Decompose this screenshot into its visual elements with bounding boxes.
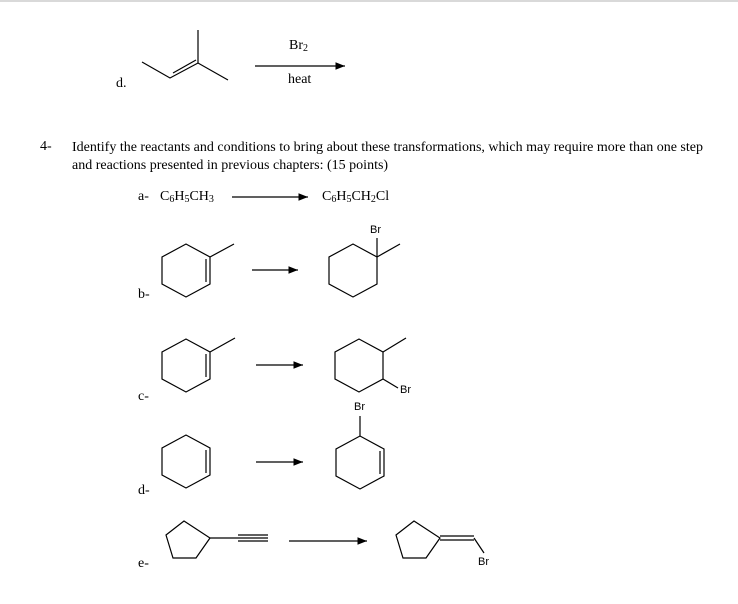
prev-condition-label: heat xyxy=(288,72,312,87)
formula-sub: 2 xyxy=(370,194,376,205)
prev-item-label: d. xyxy=(116,76,127,91)
part-e-label: e- xyxy=(138,556,149,571)
part-d-br-atom: Br xyxy=(354,401,365,413)
part-b-reactant-methylcyclohexene xyxy=(162,244,234,297)
part-d-label: d- xyxy=(138,483,150,498)
part-a-label: a- xyxy=(138,189,149,204)
part-c-reactant-methylcyclohexene xyxy=(162,338,235,392)
part-c-label: c- xyxy=(138,389,149,404)
part-d-product-bromocyclohexene xyxy=(336,416,384,489)
part-b-label: b- xyxy=(138,287,150,302)
prev-reagent-subscript: 2 xyxy=(303,43,308,54)
part-c-br-atom: Br xyxy=(400,384,411,396)
prev-reactant-alkene-structure xyxy=(142,30,228,80)
formula-part: H xyxy=(336,189,347,204)
question-number: 4- xyxy=(40,139,52,154)
formula-sub: 5 xyxy=(346,194,352,205)
formula-part: CH xyxy=(351,189,371,204)
prev-reagent-label xyxy=(289,38,308,54)
formula-sub: 5 xyxy=(184,194,190,205)
formula-part: C xyxy=(322,189,332,204)
question-text: Identify the reactants and conditions to bring about these transformations, which may require more than one step and reactions presented in previous chapters: (15 points) xyxy=(72,140,703,173)
part-e-product-bromomethylenecyclopentane xyxy=(396,521,484,558)
formula-sub: 3 xyxy=(208,194,214,205)
part-e-reactant-ethynylcyclopentane xyxy=(166,521,268,558)
formula-sub: 6 xyxy=(331,194,337,205)
formula-part: Cl xyxy=(375,189,390,204)
part-b-product-bromomethylcyclohexane xyxy=(329,238,400,297)
part-a-reactant-formula xyxy=(160,189,214,205)
part-e-br-atom: Br xyxy=(478,556,489,568)
part-b-br-atom: Br xyxy=(370,224,381,236)
formula-part: H xyxy=(174,189,185,204)
part-d-reactant-cyclohexene xyxy=(162,435,210,488)
formula-sub: 6 xyxy=(169,194,175,205)
prev-reagent-symbol: Br xyxy=(289,38,303,53)
part-a-product-formula xyxy=(322,189,389,205)
formula-part: CH xyxy=(189,189,209,204)
part-c-product-bromomethylcyclohexane xyxy=(335,338,406,392)
formula-part: C xyxy=(160,189,170,204)
